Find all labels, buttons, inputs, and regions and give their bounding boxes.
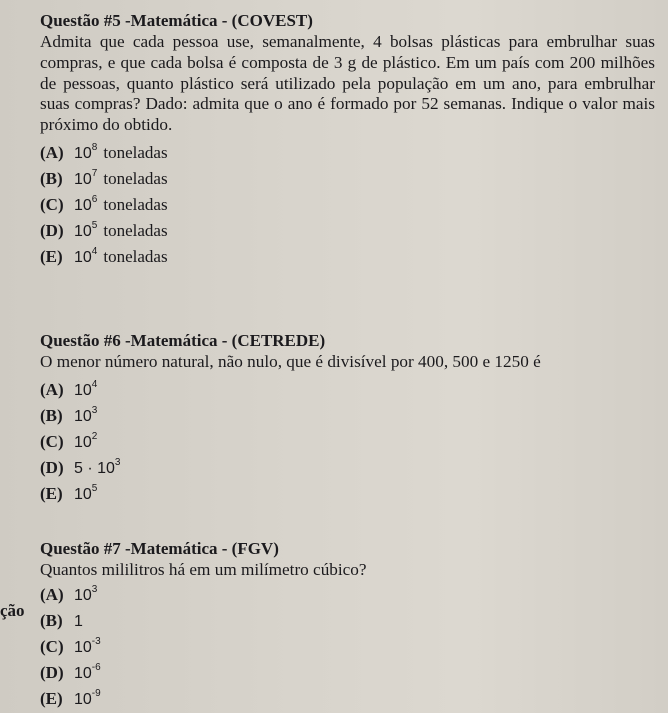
option-c: (C) $10^{-3}$ — [40, 635, 101, 657]
margin-text-fragment: ção — [0, 601, 25, 620]
option-e: (E) $10^5$ — [40, 482, 98, 504]
option-value: $10^5$ — [74, 482, 98, 504]
option-value: $10^4$ — [74, 245, 98, 267]
option-d: (D) $10^{-6}$ — [40, 661, 101, 683]
option-e: (E) $10^{-9}$ — [40, 687, 101, 709]
option-value: $10^{-9}$ — [74, 687, 101, 709]
option-value: 1 — [74, 613, 83, 631]
option-c: (C) $10^2$ — [40, 430, 98, 452]
option-value: $10^4$ — [74, 378, 98, 400]
question-title: Questão #5 -Matemática - (COVEST) — [40, 11, 313, 30]
question-title: Questão #7 -Matemática - (FGV) — [40, 539, 279, 558]
question-6 — [40, 330, 655, 504]
option-value: $10^{-6}$ — [74, 661, 101, 683]
option-d: (D) $5 \cdot 10^3$ — [40, 456, 121, 478]
question-title: Questão #6 -Matemática - (CETREDE) — [40, 331, 326, 350]
option-value: $10^3$ — [74, 583, 98, 605]
question-7 — [40, 538, 655, 709]
option-a: (A) $10^4$ — [40, 378, 98, 400]
options-list — [40, 374, 655, 504]
option-b: (B) 1 — [40, 611, 83, 631]
question-statement: O menor número natural, não nulo, que é divisível por 400, 500 e 1250 é — [40, 352, 541, 371]
option-b: (B) $10^7$ toneladas — [40, 167, 168, 189]
question-statement: Quantos mililitros há em um milímetro cúbico? — [40, 560, 367, 579]
option-b: (B) $10^3$ — [40, 404, 98, 426]
option-c: (C) $10^6$ toneladas — [40, 193, 168, 215]
option-e: (E) $10^4$ toneladas — [40, 245, 168, 267]
option-value: $10^3$ — [74, 404, 98, 426]
option-value: $5 \cdot 10^3$ — [74, 456, 121, 478]
option-value: $10^5$ — [74, 219, 98, 241]
question-5 — [40, 10, 655, 267]
option-value: $10^{-3}$ — [74, 635, 101, 657]
option-value: $10^8$ — [74, 141, 98, 163]
question-statement: Admita que cada pessoa use, semanalmente, 4 bolsas plásticas para embrulhar suas compras, e que cada bolsa é composta de 3 g de plástico. Em um país com 200 milhões de pessoas, quanto plástico será utilizado pela população em um ano, para embrulhar suas compras? Dado: admita que o ano é formado por 52 semanas. Indique o valor mais próximo do obtido. — [40, 32, 655, 135]
option-value: $10^2$ — [74, 430, 98, 452]
options-list — [40, 579, 655, 709]
options-list — [40, 137, 655, 267]
option-d: (D) $10^5$ toneladas — [40, 219, 168, 241]
option-a: (A) $10^8$ toneladas — [40, 141, 168, 163]
option-a: (A) $10^3$ — [40, 583, 98, 605]
option-value: $10^7$ — [74, 167, 98, 189]
option-value: $10^6$ — [74, 193, 98, 215]
